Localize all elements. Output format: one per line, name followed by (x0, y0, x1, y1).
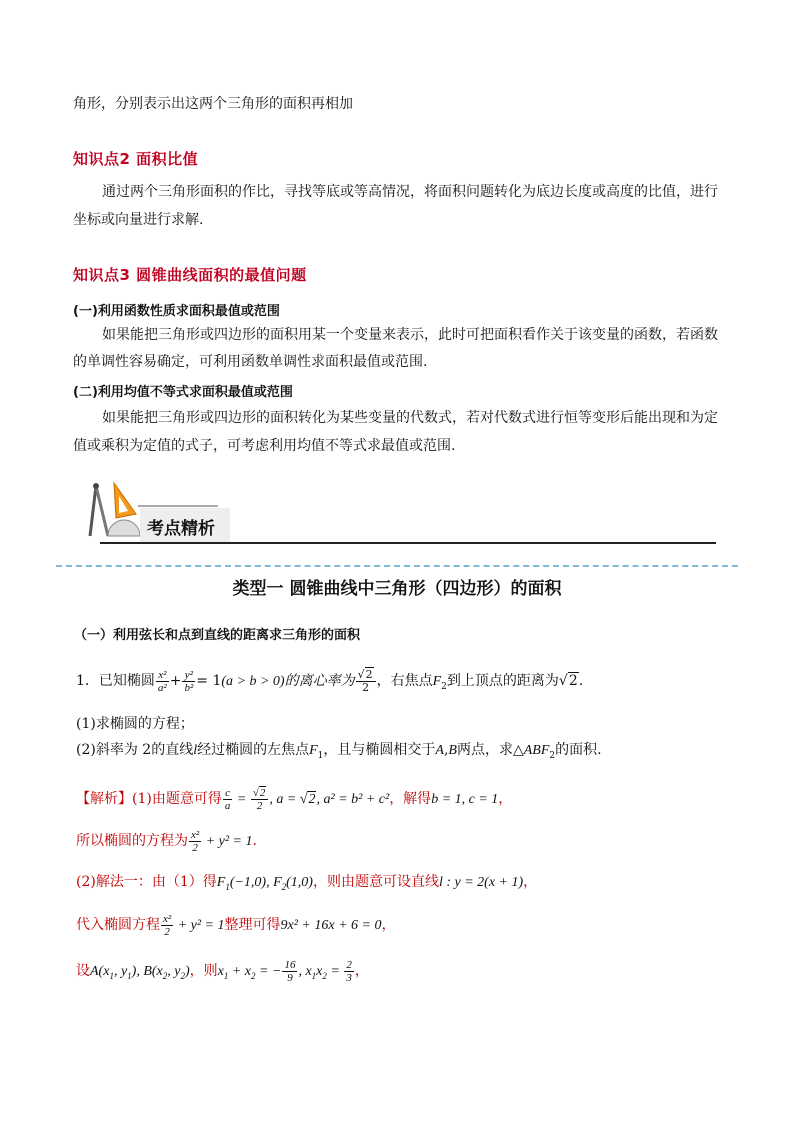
sol-line5: 设$A(x_1$, $y_1$), $B(x_2$, $y_2$)，则$x_1 + x_2$ = − $\frac{16}{9}$ , $x_1x_2$ = $\frac{2}{3}$ ， (76, 959, 369, 985)
q1-part1: (1)求椭圆的方程； (76, 716, 194, 732)
q1-part2-d: 两点，求 (456, 742, 513, 758)
k3-sub2: (二)利用均值不等式求面积最值或范围 (73, 385, 293, 400)
k3-sub1: (一)利用函数性质求面积最值或范围 (73, 304, 280, 319)
sol-1a: (1)由题意可得 (132, 791, 222, 807)
sol-5a: 设 (76, 963, 90, 979)
q1-condition: (a > b > 0)的离心率为 (221, 674, 355, 689)
q1-number: 1． (76, 673, 99, 689)
banner-title: 考点精析 (147, 519, 215, 539)
q1-line: 1．已知椭圆 $\frac{\text{x²}}{\text{a²}}$ + $\frac{\text{y²}}{\text{b²}}$ = 1(a > b > 0)的离心率为 $\frac{√2}{2}$ ，右焦点$F_2$到上顶点的距离为√2. (76, 667, 584, 694)
sol-4b: 整理可得 (224, 917, 281, 933)
section-sub: （一）利用弦长和点到直线的距离求三角形的面积 (74, 628, 361, 643)
q1-part2-e: 的面积. (555, 742, 602, 758)
sol-line3: (2)解法一：由（1）得$F_1(-1,0)$, $F_2(1,0)$，则由题意可设直线l : y = 2(x + 1)， (76, 874, 538, 892)
k3-p2-line2: 值或乘积为定值的式子，可考虑利用均值不等式求最值或范围. (73, 438, 456, 454)
k3-p1-line2: 的单调性容易确定，可利用函数单调性求面积最值或范围. (73, 354, 428, 370)
k3-title: 知识点3 圆锥曲线面积的最值问题 (73, 266, 307, 284)
k2-body-line2: 坐标或向量进行求解. (73, 212, 204, 228)
sol-5b: ，则 (189, 963, 218, 979)
q1-part2-c: ，且与椭圆相交于 (323, 742, 436, 758)
sol-3b: ，则由题意可设直线 (312, 874, 439, 890)
sol-line1: 【解析】(1)由题意可得 $\frac{c}{a}$ = $\frac{√2}{2}$ , a = √2, a² = b² + c²，解得b = 1, c = 1， (76, 787, 513, 813)
sol-1b: ，解得 (389, 791, 432, 807)
sol-2a: 所以椭圆的方程为 (76, 833, 188, 849)
q1-text-3: 到上顶点的距离为 (446, 673, 559, 689)
sol-line2: 所以椭圆的方程为 $\frac{\text{x²}}{2}$ + y² = 1. (76, 829, 257, 855)
q1-part2-a: (2)斜率为 2的直线 (76, 742, 194, 758)
q1-text-2: ，右焦点 (376, 673, 433, 689)
section-divider (56, 565, 738, 567)
k2-title: 知识点2 面积比值 (73, 150, 199, 168)
k3-p2-line1: 如果能把三角形或四边形的面积转化为某些变量的代数式，若对代数式进行恒等变形后能出现和为定 (102, 410, 718, 426)
intro-line: 角形，分别表示出这两个三角形的面积再相加 (73, 96, 353, 112)
q1-part2-b: 经过椭圆的左焦点 (197, 742, 310, 758)
q1-text-1: 已知椭圆 (98, 673, 155, 689)
section-title: 类型一 圆锥曲线中三角形（四边形）的面积 (232, 579, 562, 599)
sol-label: 【解析】 (76, 791, 132, 807)
banner-rule (100, 542, 716, 544)
sol-3a: (2)解法一：由（1）得 (76, 874, 217, 890)
k3-p1-line1: 如果能把三角形或四边形的面积用某一个变量来表示，此时可把面积看作关于该变量的函数，若函数 (102, 327, 718, 343)
sol-line4: 代入椭圆方程 $\frac{\text{x²}}{2}$ + y² = 1整理可得9x² + 16x + 6 = 0， (76, 913, 396, 939)
q1-part2: (2)斜率为 2的直线l经过椭圆的左焦点$F_1$，且与椭圆相交于A,B两点，求$\triangle ABF_2$的面积. (76, 742, 602, 761)
k2-body-line1: 通过两个三角形面积的作比，寻找等底或等高情况，将面积问题转化为底边长度或高度的比值，进行 (102, 184, 718, 200)
sol-4a: 代入椭圆方程 (76, 917, 160, 933)
